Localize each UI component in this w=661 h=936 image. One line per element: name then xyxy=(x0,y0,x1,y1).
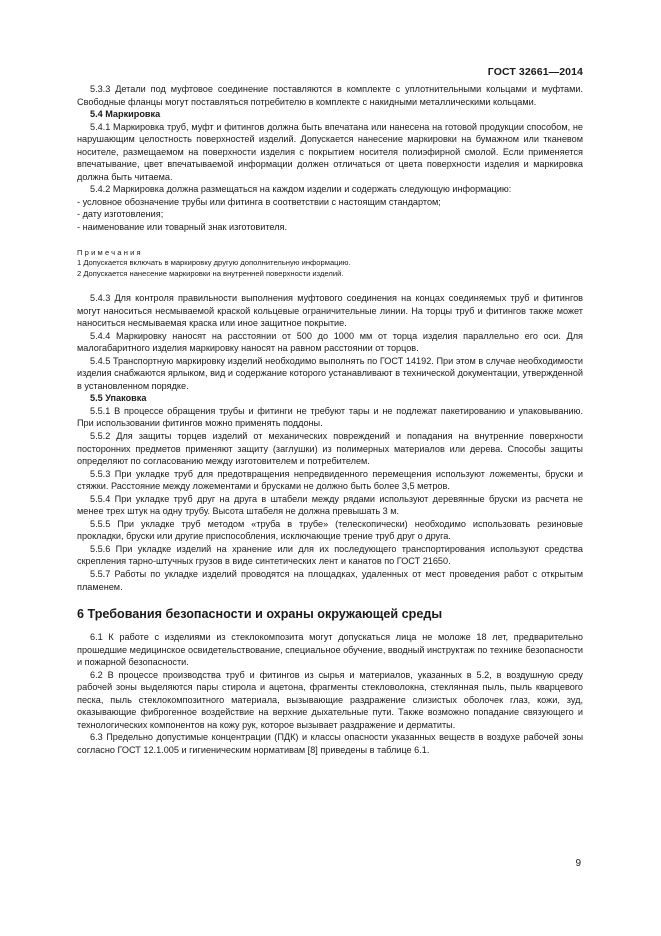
paragraph-6-2: 6.2 В процессе производства труб и фитингов из сырья и материалов, указанных в 5.2, в воздушную среду рабочей зоны выделяются пары стирола и ацетона, фрагменты стекловолокна, стеклянная пыль, пыль кварцевого песка, пыль стеклокомпозитного материала, вызывающие раздражение слизистых оболочек глаз, кожи, зуд, оказывающие фиброгенное воздействие на верхние дыхательные пути. Также возможно попадание связующего и технологических компонентов на кожу рук, которое вызывает раздражение и дерматиты. xyxy=(77,669,583,730)
paragraph-6-1: 6.1 К работе с изделиями из стеклокомпозита могут допускаться лица не моложе 18 лет, предварительно прошедшие медицинское освидетельствование, специальное обучение, вводный инструктаж по технике безопасности и пожарной безопасности. xyxy=(77,632,583,668)
document-body xyxy=(77,83,583,757)
paragraph-5-5-7: 5.5.7 Работы по укладке изделий проводятся на площадках, удаленных от мест проведения работ с открытым пламенем. xyxy=(77,568,583,592)
list-item: - условное обозначение трубы или фитинга в соответствии с настоящим стандартом; xyxy=(77,196,441,207)
section-6-title: 6 Требования безопасности и охраны окружающей среды xyxy=(77,607,443,622)
paragraph-5-5-6: 5.5.6 При укладке изделий на хранение или для их последующего транспортирования используют средства скрепления тарно-штучных грузов в виде синтетических лент и канатов по ГОСТ 21650. xyxy=(77,543,583,567)
paragraph-5-4-4: 5.4.4 Маркировку наносят на расстоянии от 500 до 1000 мм от торца изделия параллельно его оси. Для малогабаритного изделия маркировку наносят на равном расстоянии от торцов. xyxy=(77,330,583,354)
paragraph-5-5-1: 5.5.1 В процессе обращения трубы и фитинги не требуют тары и не подлежат пакетированию и упаковыванию. При использовании фитингов можно применять поддоны. xyxy=(77,405,583,429)
page-number: 9 xyxy=(575,858,581,869)
paragraph-5-4-3: 5.4.3 Для контроля правильности выполнения муфтового соединения на концах соединяемых труб и фитингов могут наноситься несмываемой краской кольцевые ограничительные линии. На торцы труб и фитингов также может наноситься несмываемая краска или иное защитное покрытие. xyxy=(77,292,583,329)
paragraph-5-4-1: 5.4.1 Маркировка труб, муфт и фитингов должна быть впечатана или нанесена на готовой продукции способом, не нарушающим целостность поверхностей изделий. Допускается нанесение маркировки на бумажном или тканевом носителе, размещаемом на поверхности изделия с покрытием носителя полиэфирной смолой. Если применяется впечатывание, цвет впечатываемой информации должен отличаться от цвета поверхности изделия и маркировка должна быть читаема. xyxy=(77,121,583,182)
list-item: - дату изготовления; xyxy=(77,209,164,220)
paragraph-6-3: 6.3 Предельно допустимые концентрации (ПДК) и классы опасности указанных веществ в воздухе рабочей зоны согласно ГОСТ 12.1.005 и гигиеническим нормативам [8] приведены в таблице 6.1. xyxy=(77,732,583,755)
notes-block xyxy=(77,248,583,280)
paragraph-5-5-4: 5.5.4 При укладке труб друг на друга в штабели между рядами используют деревянные бруски из расчета не менее трех штук на одну трубу. Высота штабеля не должна превышать 3 м. xyxy=(77,493,583,517)
document-header: ГОСТ 32661—2014 xyxy=(487,66,583,78)
note-item: 1 Допускается включать в маркировку другую дополнительную информацию. xyxy=(77,258,351,268)
list-item: - наименование или товарный знак изготовителя. xyxy=(77,222,287,233)
paragraph-5-5-5: 5.5.5 При укладке труб методом «труба в трубе» (телескопически) необходимо использовать резиновые прокладки, бруски или другие приспособления, исключающие трение труб друг о друга. xyxy=(77,518,583,542)
paragraph-5-4-5: 5.4.5 Транспортную маркировку изделий необходимо выполнять по ГОСТ 14192. При этом в случае необходимости изделия снабжаются ярлыком, вид и содержание которого устанавливают в технической документации, утвержденной в установленном порядке. xyxy=(77,355,583,391)
notes-heading: Примечания xyxy=(77,247,143,257)
note-item: 2 Допускается нанесение маркировки на внутренней поверхности изделий. xyxy=(77,269,344,279)
paragraph-5-5-2: 5.5.2 Для защиты торцев изделий от механических повреждений и попадания на внутренние поверхности посторонних предметов применяют защиту (заглушки) из полимерных материалов или дерева. Способы защиты определяют по согласованию между изготовителем и потребителем. xyxy=(77,430,583,467)
paragraph-5-3-3: 5.3.3 Детали под муфтовое соединение поставляются в комплекте с уплотнительными кольцами и муфтами. Свободные фланцы могут поставляться потребителю в комплекте с накидными металлическими кольцами. xyxy=(77,84,583,107)
heading-5-5: 5.5 Упаковка xyxy=(90,393,147,404)
heading-5-4: 5.4 Маркировка xyxy=(90,109,161,120)
paragraph-5-5-3: 5.5.3 При укладке труб для предотвращения непредвиденного перемещения используют ложементы, бруски и стяжки. Расстояние между ложементами и брусками не должно быть более 3,5 метров. xyxy=(77,468,583,492)
paragraph-5-4-2: 5.4.2 Маркировка должна размещаться на каждом изделии и содержать следующую информацию: xyxy=(90,184,512,195)
